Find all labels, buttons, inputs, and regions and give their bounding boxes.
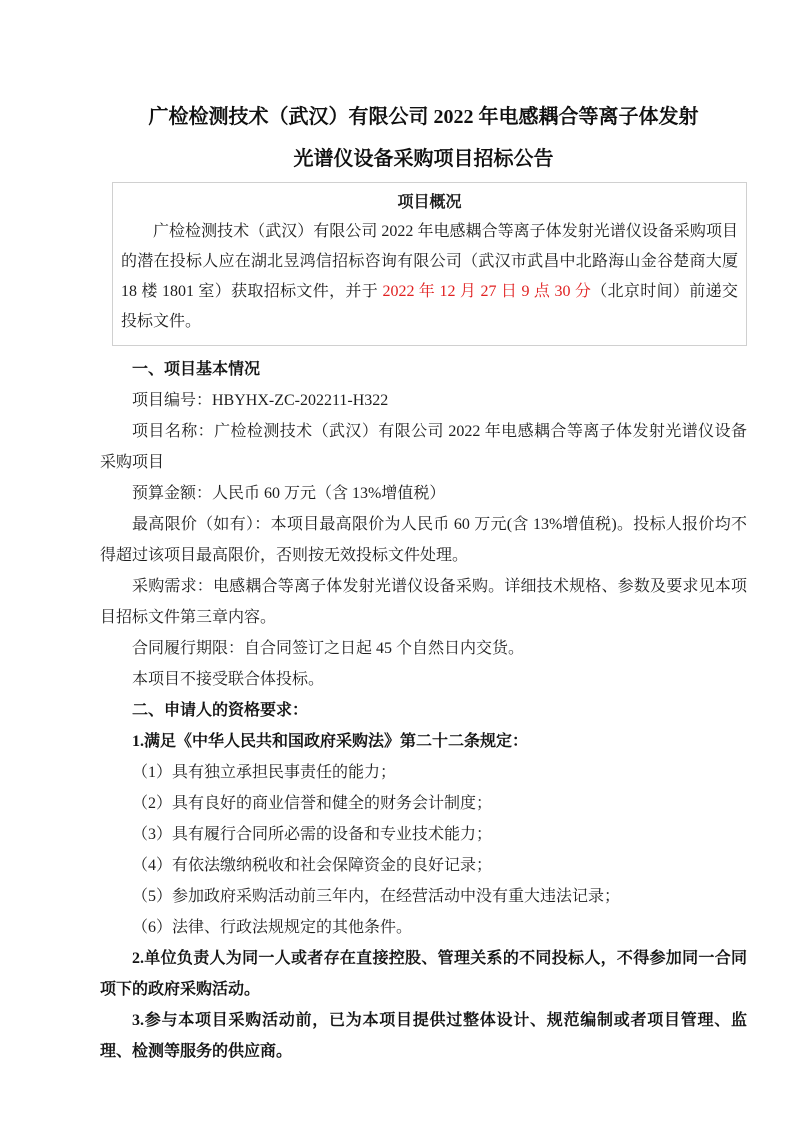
no-consortium-note: 本项目不接受联合体投标。 bbox=[132, 671, 325, 688]
project-name: 项目名称：广检检测技术（武汉）有限公司 2022 年电感耦合等离子体发射光谱仪设备采购项目 bbox=[100, 423, 747, 471]
deadline-text: 2022 年 12 月 27 日 9 点 30 分 bbox=[382, 283, 592, 300]
project-overview-box bbox=[112, 182, 747, 346]
project-number: 项目编号：HBYHX-ZC-202211-H322 bbox=[132, 392, 389, 409]
announcement-title bbox=[100, 96, 747, 180]
qualification-condition-3: （3）具有履行合同所必需的设备和专业技术能力； bbox=[132, 826, 493, 843]
overview-paragraph bbox=[121, 217, 738, 337]
procurement-requirement: 采购需求：电感耦合等离子体发射光谱仪设备采购。详细技术规格、参数及要求见本项目招标文件第三章内容。 bbox=[100, 578, 747, 626]
qualification-clause-3: 3.参与本项目采购活动前，已为本项目提供过整体设计、规范编制或者项目管理、监理、检测等服务的供应商。 bbox=[100, 1012, 747, 1060]
budget-amount: 预算金额：人民币 60 万元（含 13%增值税） bbox=[132, 485, 446, 502]
qualification-condition-6: （6）法律、行政法规规定的其他条件。 bbox=[132, 919, 413, 936]
overview-heading: 项目概况 bbox=[397, 194, 462, 211]
title-line-1: 广检检测技术（武汉）有限公司 2022 年电感耦合等离子体发射 bbox=[148, 106, 699, 128]
document-body bbox=[100, 354, 747, 1067]
overview-text-after-deadline: （北京时间）前递交投标文件。 bbox=[121, 283, 738, 330]
qualification-clause-1: 1.满足《中华人民共和国政府采购法》第二十二条规定： bbox=[132, 733, 529, 750]
section-heading-qualification: 二、申请人的资格要求： bbox=[132, 702, 309, 719]
qualification-condition-1: （1）具有独立承担民事责任的能力； bbox=[132, 764, 397, 781]
overview-text-before-deadline: 广检检测技术（武汉）有限公司 2022 年电感耦合等离子体发射光谱仪设备采购项目的潜在投标人应在湖北昱鸿信招标咨询有限公司（武汉市武昌中北路海山金谷楚商大厦 18 楼 1801 室）获取招标文件，并于 bbox=[121, 223, 738, 300]
qualification-condition-4: （4）有依法缴纳税收和社会保障资金的良好记录； bbox=[132, 857, 493, 874]
qualification-clause-2: 2.单位负责人为同一人或者存在直接控股、管理关系的不同投标人，不得参加同一合同项下的政府采购活动。 bbox=[100, 950, 747, 998]
title-line-2: 光谱仪设备采购项目招标公告 bbox=[293, 148, 554, 170]
qualification-condition-5: （5）参加政府采购活动前三年内，在经营活动中没有重大违法记录； bbox=[132, 888, 621, 905]
section-heading-basic-info: 一、项目基本情况 bbox=[132, 361, 261, 378]
maximum-price: 最高限价（如有）：本项目最高限价为人民币 60 万元(含 13%增值税)。投标人报价均不得超过该项目最高限价，否则按无效投标文件处理。 bbox=[100, 516, 747, 564]
contract-performance-period: 合同履行期限：自合同签订之日起 45 个自然日内交货。 bbox=[132, 640, 525, 657]
qualification-condition-2: （2）具有良好的商业信誉和健全的财务会计制度； bbox=[132, 795, 493, 812]
